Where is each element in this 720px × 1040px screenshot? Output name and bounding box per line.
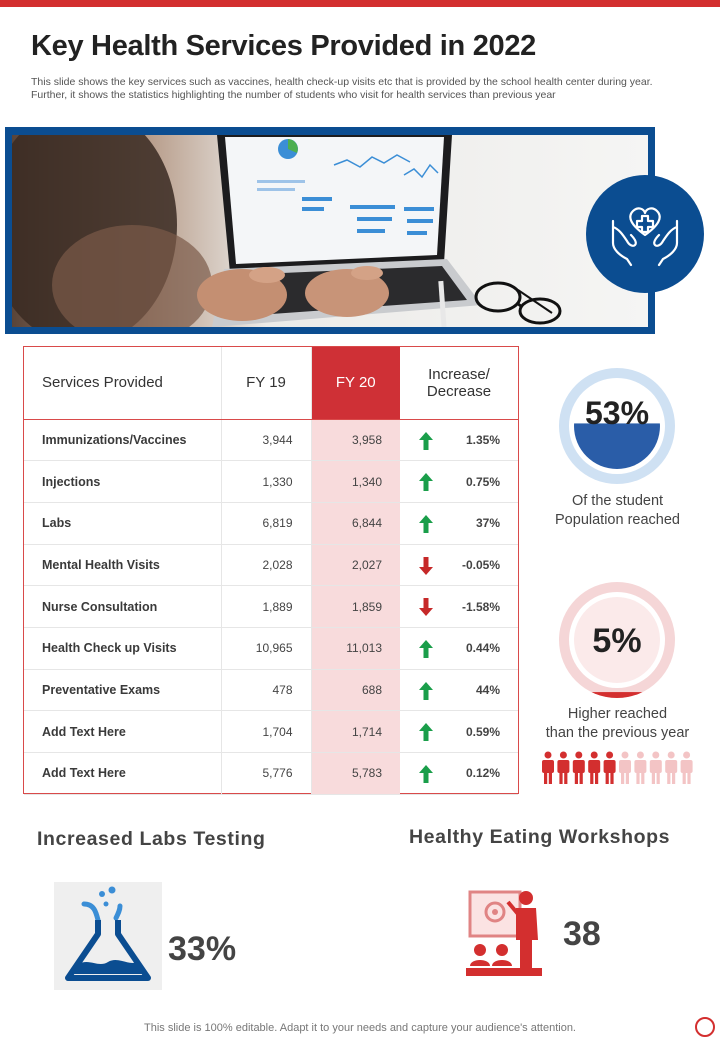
arrow-up-icon <box>419 473 433 491</box>
arrow-down-icon <box>419 557 433 575</box>
cell-fy20: 6,844 <box>311 502 400 544</box>
change-value: 44% <box>475 682 500 697</box>
cell-change <box>400 711 518 753</box>
arrow-up-icon <box>419 432 433 450</box>
population-label-line1: Of the student <box>571 493 664 509</box>
population-label-line2: Population reached <box>555 512 680 528</box>
higher-label <box>525 705 710 743</box>
arrow-up-icon <box>419 515 433 533</box>
higher-value: 5% <box>592 622 642 660</box>
arrow-up-icon <box>419 765 433 783</box>
person-icon <box>634 752 646 785</box>
population-ring <box>555 364 679 488</box>
cell-fy19: 2,028 <box>221 544 311 586</box>
laptop-photo-illustration <box>12 135 648 327</box>
table-row <box>24 419 518 461</box>
cell-fy20: 1,714 <box>311 711 400 753</box>
arrow-down-icon <box>419 598 433 616</box>
table-row <box>24 753 518 795</box>
top-accent-bar <box>0 0 720 7</box>
arrow-up-icon <box>419 682 433 700</box>
page-title: Key Health Services Provided in 2022 <box>31 30 537 62</box>
person-icon <box>542 752 554 785</box>
change-value: 1.35% <box>465 432 500 447</box>
cell-change <box>400 586 518 628</box>
change-value: 0.44% <box>465 641 500 656</box>
cell-fy19: 1,704 <box>221 711 311 753</box>
change-value: 37% <box>475 516 500 531</box>
person-icon <box>557 752 569 785</box>
cell-fy19: 1,330 <box>221 461 311 503</box>
person-icon <box>619 752 631 785</box>
cell-fy19: 5,776 <box>221 753 311 795</box>
table-header-row <box>24 347 518 419</box>
table-row <box>24 627 518 669</box>
cell-change <box>400 669 518 711</box>
cell-service: Mental Health Visits <box>24 544 221 586</box>
cell-fy19: 1,889 <box>221 586 311 628</box>
cell-fy20: 2,027 <box>311 544 400 586</box>
cell-service: Preventative Exams <box>24 669 221 711</box>
person-icon <box>665 752 677 785</box>
cell-fy19: 3,944 <box>221 419 311 461</box>
corner-circle-icon <box>695 1017 715 1037</box>
header-fy19: FY 19 <box>221 347 311 419</box>
cell-service: Nurse Consultation <box>24 586 221 628</box>
flask-icon <box>54 882 162 990</box>
footer-text: This slide is 100% editable. Adapt it to your needs and capture your audience's attention. <box>144 1022 576 1034</box>
cell-change <box>400 753 518 795</box>
hands-heart-icon <box>586 175 704 293</box>
cell-service: Injections <box>24 461 221 503</box>
header-services: Services Provided <box>24 347 221 419</box>
table-row <box>24 669 518 711</box>
presentation-icon <box>466 888 546 985</box>
table-row <box>24 461 518 503</box>
cell-service: Immunizations/Vaccines <box>24 419 221 461</box>
cell-fy20: 1,859 <box>311 586 400 628</box>
services-table <box>23 346 519 794</box>
cell-service: Health Check up Visits <box>24 627 221 669</box>
cell-change <box>400 544 518 586</box>
hero-photo <box>12 135 648 327</box>
cell-change <box>400 419 518 461</box>
table-row <box>24 544 518 586</box>
table-row <box>24 586 518 628</box>
person-icon <box>604 752 616 785</box>
cell-service: Add Text Here <box>24 711 221 753</box>
cell-fy20: 1,340 <box>311 461 400 503</box>
cell-fy19: 478 <box>221 669 311 711</box>
change-value: 0.12% <box>465 766 500 781</box>
header-fy20: FY 20 <box>311 347 400 419</box>
person-icon <box>573 752 585 785</box>
cell-fy19: 10,965 <box>221 627 311 669</box>
workshops-value: 38 <box>563 915 601 953</box>
person-icon <box>681 752 693 785</box>
population-value: 53% <box>584 395 650 431</box>
person-icon <box>588 752 600 785</box>
higher-label-line2: than the previous year <box>545 725 690 741</box>
change-value: -1.58% <box>461 599 500 614</box>
labs-heading: Increased Labs Testing <box>37 828 266 850</box>
cell-fy20: 5,783 <box>311 753 400 795</box>
arrow-up-icon <box>419 723 433 741</box>
header-change: Increase/ Decrease <box>400 347 518 419</box>
cell-fy20: 11,013 <box>311 627 400 669</box>
person-icon <box>650 752 662 785</box>
people-icons <box>540 751 696 785</box>
cell-change <box>400 627 518 669</box>
cell-service: Add Text Here <box>24 753 221 795</box>
labs-value: 33% <box>168 930 237 968</box>
change-value: -0.05% <box>461 557 500 572</box>
cell-fy20: 688 <box>311 669 400 711</box>
cell-service: Labs <box>24 502 221 544</box>
cell-fy19: 6,819 <box>221 502 311 544</box>
cell-change <box>400 502 518 544</box>
higher-label-line1: Higher reached <box>567 706 668 722</box>
arrow-up-icon <box>419 640 433 658</box>
table-row <box>24 502 518 544</box>
table-row <box>24 711 518 753</box>
cell-fy20: 3,958 <box>311 419 400 461</box>
higher-reached-ring <box>555 578 679 702</box>
population-label <box>530 492 705 530</box>
page-subtitle: This slide shows the key services such as vaccines, health check-up visits etc that is provided by the school health center during year. Further, it shows the statistics highlighting the number of students who visit for health services than previous year <box>31 76 653 101</box>
cell-change <box>400 461 518 503</box>
change-value: 0.59% <box>465 724 500 739</box>
workshops-heading: Healthy Eating Workshops <box>409 826 671 848</box>
change-value: 0.75% <box>465 474 500 489</box>
